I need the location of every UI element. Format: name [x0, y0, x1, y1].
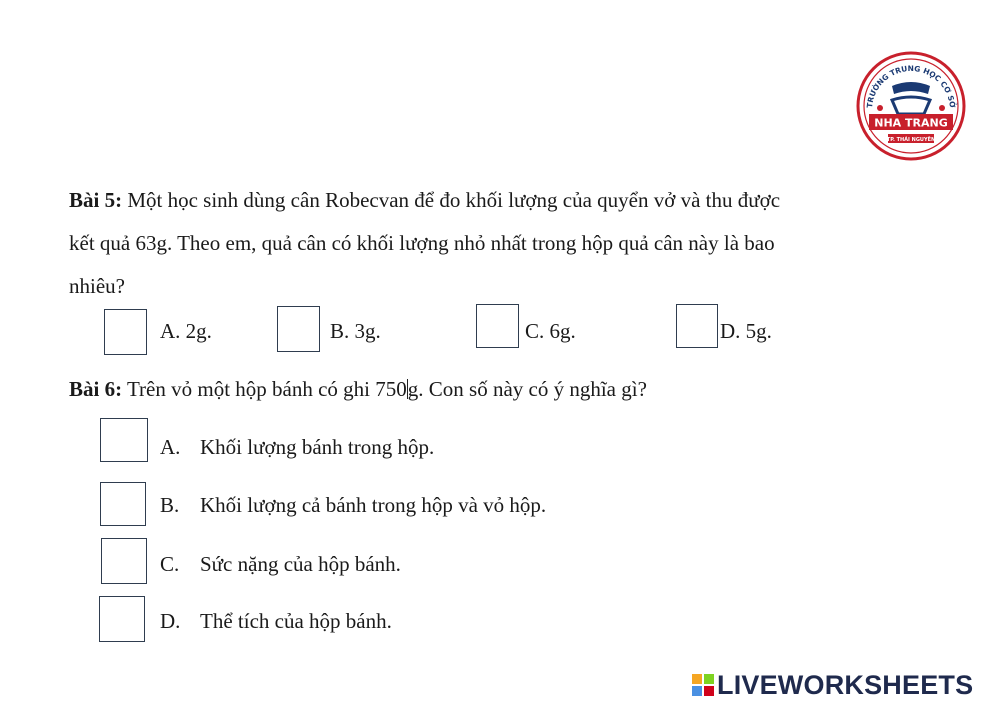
q6-option-b-text: Khối lượng cả bánh trong hộp và vỏ hộp. [200, 493, 547, 517]
q5-line-2: kết quả 63g. Theo em, quả cân có khối lượng nhỏ nhất trong hộp quả cân này là bao [69, 231, 775, 255]
q6-answer-box-c[interactable] [101, 538, 147, 584]
q5-option-a: A. 2g. [160, 319, 212, 343]
liveworksheets-logo-icon [692, 674, 714, 696]
logo-sub-text: TP. THÁI NGUYÊN [886, 137, 936, 143]
logo-banner-text: NHA TRANG [874, 116, 948, 130]
q6-option-c-text: Sức nặng của hộp bánh. [200, 552, 401, 576]
q5-line-3: nhiêu? [69, 274, 125, 298]
q6-option-a-text: Khối lượng bánh trong hộp. [200, 435, 435, 459]
q6-option-b [160, 494, 546, 516]
brand-text: LIVEWORKSHEETS [717, 670, 974, 700]
logo-arc-text: TRƯỜNG TRUNG HỌC CƠ SỞ [865, 63, 958, 109]
q5-answer-box-d[interactable] [676, 304, 718, 348]
q6-text-before: Trên vỏ một hộp bánh có ghi 750 [122, 377, 407, 401]
q6-option-c [160, 553, 401, 575]
q5-answer-box-a[interactable] [104, 309, 147, 355]
q5-option-b: B. 3g. [330, 319, 381, 343]
q6-answer-box-a[interactable] [100, 418, 148, 462]
q6-option-d-text: Thể tích của hộp bánh. [200, 609, 392, 633]
q6-option-c-letter: C. [160, 552, 180, 576]
q5-answer-box-b[interactable] [277, 306, 320, 352]
q5-option-d: D. 5g. [720, 319, 772, 343]
q5-answer-box-c[interactable] [476, 304, 519, 348]
q6-label: Bài 6: [69, 377, 123, 401]
q6-line-1 [69, 378, 647, 400]
q6-option-d-letter: D. [160, 609, 181, 633]
q5-option-c: C. 6g. [525, 319, 576, 343]
q6-answer-box-b[interactable] [100, 482, 146, 526]
q6-option-b-letter: B. [160, 493, 180, 517]
q6-option-a-letter: A. [160, 435, 181, 459]
school-logo [852, 50, 970, 162]
q6-option-d [160, 610, 392, 632]
q5-text-1: Một học sinh dùng cân Robecvan để đo khối lượng của quyển vở và thu được [122, 188, 781, 212]
q5-label: Bài 5: [69, 188, 123, 212]
q5-line-1 [69, 189, 780, 211]
q6-option-a [160, 436, 434, 458]
liveworksheets-brand [692, 670, 973, 700]
q6-text-after: g. Con số này có ý nghĩa gì? [407, 377, 647, 401]
q6-answer-box-d[interactable] [99, 596, 145, 642]
